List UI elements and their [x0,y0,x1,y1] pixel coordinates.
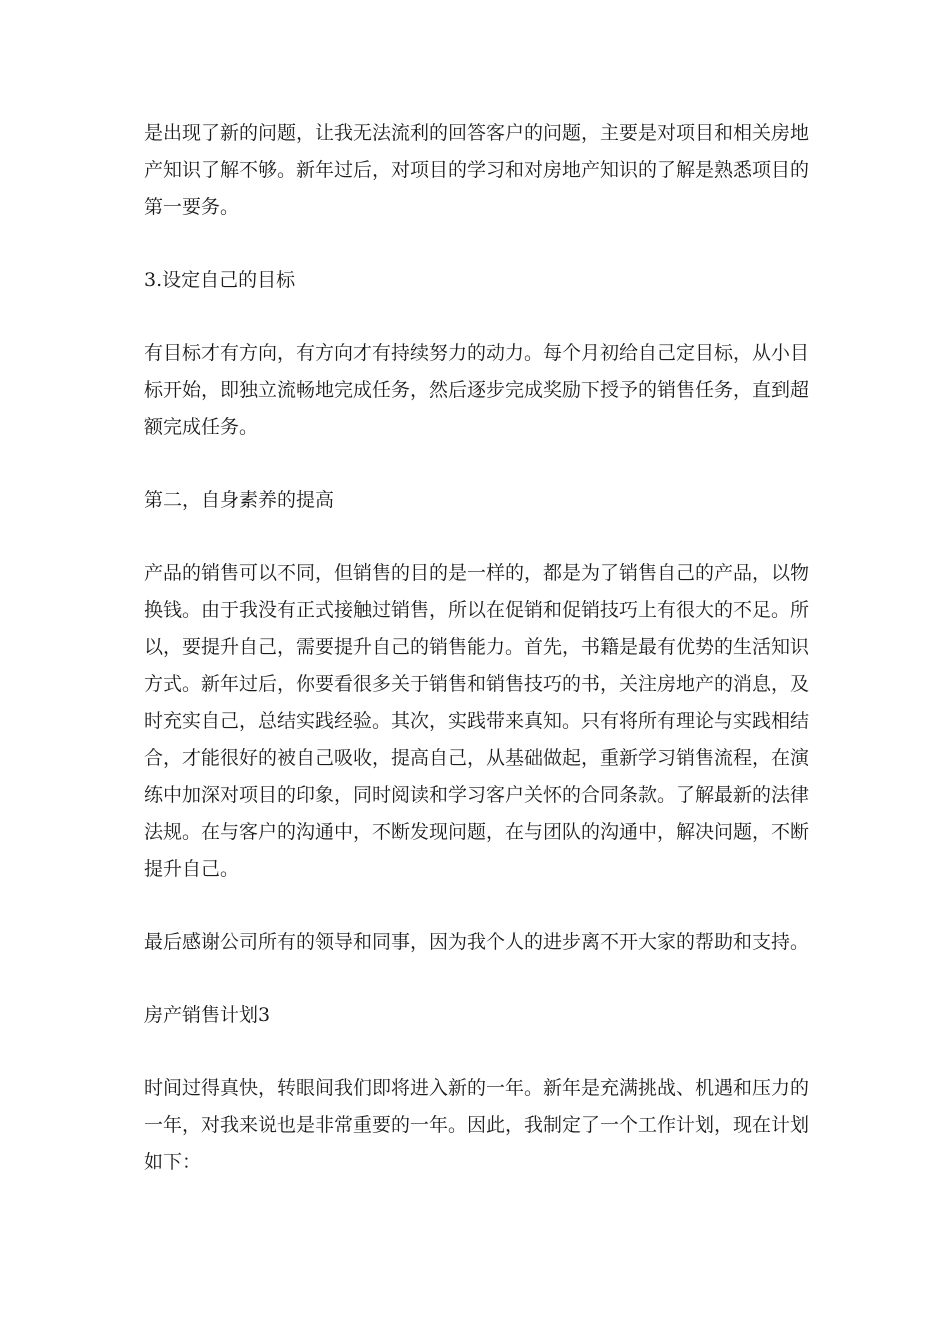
document-body [144,115,809,1217]
heading-set-goals: 3.设定自己的目标 [144,269,296,291]
heading-sales-plan-3: 房产销售计划3 [144,1004,271,1026]
paragraph-knowledge: 是出现了新的问题，让我无法流利的回答客户的问题，主要是对项目和相关房地产知识了解不够。新年过后，对项目的学习和对房地产知识的了解是熟悉项目的第一要务。 [144,122,810,218]
heading-self-improvement: 第二，自身素养的提高 [144,489,335,511]
paragraph-thanks: 最后感谢公司所有的领导和同事，因为我个人的进步离不开大家的帮助和支持。 [144,931,810,953]
paragraph-goals: 有目标才有方向，有方向才有持续努力的动力。每个月初给自己定目标，从小目标开始，即独立流畅地完成任务，然后逐步完成奖励下授予的销售任务，直到超额完成任务。 [144,342,810,438]
paragraph-new-year-plan: 时间过得真快，转眼间我们即将进入新的一年。新年是充满挑战、机遇和压力的一年，对我来说也是非常重要的一年。因此，我制定了一个工作计划，现在计划如下： [144,1077,810,1173]
paragraph-sales-skills: 产品的销售可以不同，但销售的目的是一样的，都是为了销售自己的产品，以物换钱。由于我没有正式接触过销售，所以在促销和促销技巧上有很大的不足。所以，要提升自己，需要提升自己的销售能力。首先，书籍是最有优势的生活知识方式。新年过后，你要看很多关于销售和销售技巧的书，关注房地产的消息，及时充实自己，总结实践经验。其次，实践带来真知。只有将所有理论与实践相结合，才能很好的被自己吸收，提高自己，从基础做起，重新学习销售流程，在演练中加深对项目的印象，同时阅读和学习客户关怀的合同条款。了解最新的法律法规。在与客户的沟通中，不断发现问题，在与团队的沟通中，解决问题，不断提升自己。 [144,562,810,880]
